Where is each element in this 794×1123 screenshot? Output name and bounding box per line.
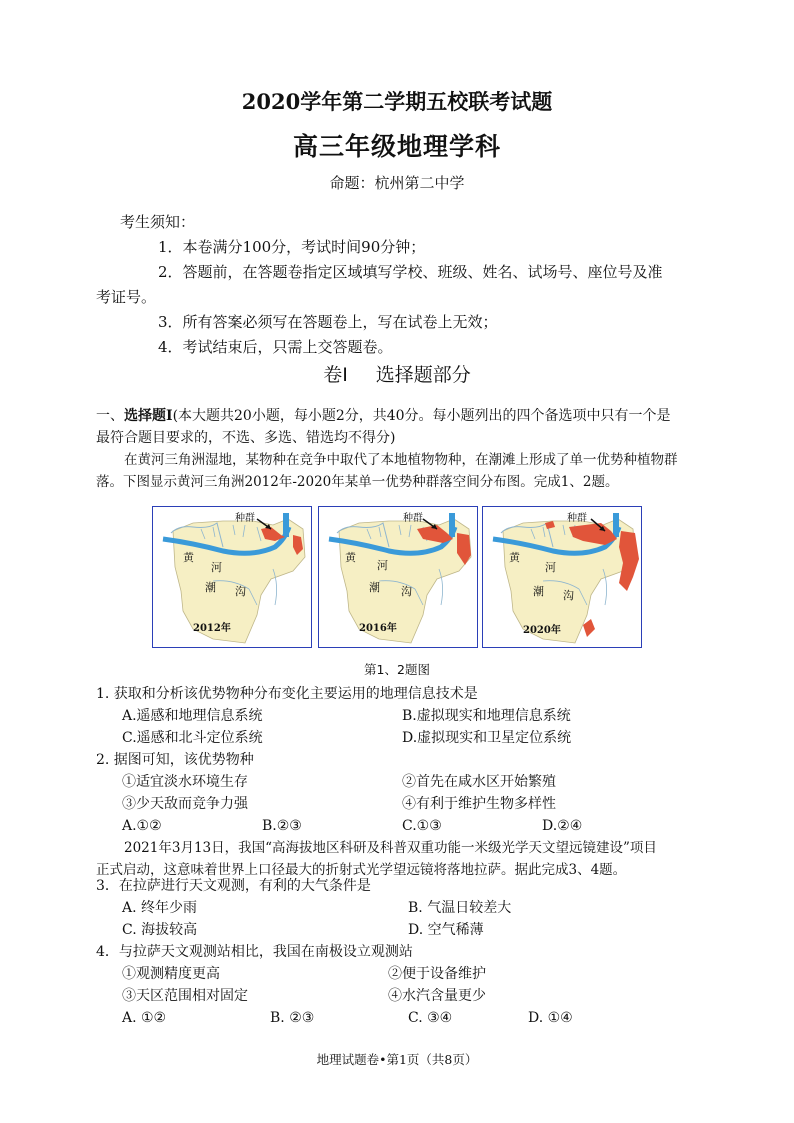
question-4-statement-3: ③天区范围相对固定 xyxy=(122,988,248,1004)
question-4-statements-row-1 xyxy=(96,963,706,985)
map-panel-2012 xyxy=(152,506,312,648)
intro-rest: (本大题共20小题，每小题2分，共40分。每小题列出的四个备选项中只有一个是 xyxy=(172,408,671,424)
page-footer: 地理试题卷•第1页（共8页） xyxy=(316,1052,478,1067)
question-4-statement-4: ④水汽含量更少 xyxy=(388,988,486,1004)
map-2012-label-gou: 沟 xyxy=(235,585,246,598)
map-2020-label-huang: 黄 xyxy=(509,551,520,564)
section-intro xyxy=(96,405,696,493)
map-2012-year: 2012年 xyxy=(193,623,231,634)
notes-item-1: 1．本卷满分100分，考试时间90分钟； xyxy=(158,238,426,256)
intro-bold: 选择题Ⅰ xyxy=(124,408,173,424)
question-4-option-b: B. ②③ xyxy=(270,1010,315,1026)
question-4-option-a: A. ①② xyxy=(122,1010,167,1026)
notes-heading: 考生须知： xyxy=(120,213,196,231)
map-2016-label-huang: 黄 xyxy=(345,551,356,564)
question-3-option-a: A. 终年少雨 xyxy=(122,900,198,916)
question-1-option-d: D.虚拟现实和卫星定位系统 xyxy=(402,730,572,746)
map-2016-label-population: 种群 xyxy=(403,513,423,524)
question-1-option-a: A.遥感和地理信息系统 xyxy=(122,708,263,724)
question-block-3-4 xyxy=(96,875,706,1029)
question-4-statements-row-2 xyxy=(96,985,706,1007)
map-2020-label-he: 河 xyxy=(545,561,556,574)
map-2012-label-population: 种群 xyxy=(235,513,255,524)
figure-caption: 第1、2题图 xyxy=(364,662,430,677)
notes-item-2-continued: 考证号。 xyxy=(96,288,157,306)
map-2020-label-gou: 沟 xyxy=(563,589,574,602)
question-2-stem: 2. 据图可知，该优势物种 xyxy=(96,752,254,768)
question-4-stem: 4．与拉萨天文观测站相比，我国在南极设立观测站 xyxy=(96,944,413,960)
question-2-statement-4: ④有利于维护生物多样性 xyxy=(402,796,556,812)
question-2-option-b: B.②③ xyxy=(262,818,302,834)
question-3-option-b: B. 气温日较差大 xyxy=(408,900,512,916)
question-2-option-a: A.①② xyxy=(122,818,162,834)
author-line: 命题：杭州第二中学 xyxy=(329,174,465,192)
material-1-line-1: 在黄河三角洲湿地，某物种在竞争中取代了本地植物物种，在潮滩上形成了单一优势种植物群 xyxy=(124,452,678,468)
intro-prefix: 一、 xyxy=(96,408,124,424)
question-2-statement-1: ①适宜淡水环境生存 xyxy=(122,774,248,790)
map-2020-label-population: 种群 xyxy=(567,513,587,524)
question-2-options xyxy=(96,815,706,837)
material-2-line-1: 2021年3月13日，我国“高海拔地区科研及科普双重功能一米级光学天文望远镜建设”项目 xyxy=(124,840,657,856)
map-2012-label-chao: 潮 xyxy=(205,581,216,594)
intro-line-2: 最符合题目要求的，不选、多选、错选均不得分) xyxy=(96,430,396,446)
exam-title: 2020学年第二学期五校联考试题 xyxy=(241,89,553,114)
map-panel-2016 xyxy=(318,506,478,648)
map-2020-year: 2020年 xyxy=(523,625,561,636)
map-2012-label-he: 河 xyxy=(211,561,222,574)
map-panel-2020 xyxy=(482,506,642,648)
map-2012-graphic xyxy=(153,507,310,646)
question-3-option-c: C. 海拔较高 xyxy=(122,922,198,938)
map-2012-label-huang: 黄 xyxy=(183,551,194,564)
question-1-option-b: B.虚拟现实和地理信息系统 xyxy=(402,708,571,724)
exam-notes xyxy=(96,210,696,360)
section-heading xyxy=(0,360,794,387)
question-3-option-d: D. 空气稀薄 xyxy=(408,922,484,938)
question-4-option-d: D. ①④ xyxy=(528,1010,573,1026)
map-2016-label-chao: 潮 xyxy=(369,581,380,594)
question-4-options xyxy=(96,1007,706,1029)
map-2016-graphic xyxy=(319,507,476,646)
material-1-line-2: 落。下图显示黄河三角洲2012年-2020年某单一优势种群落空间分布图。完成1、2题。 xyxy=(96,474,619,490)
map-2020-graphic xyxy=(483,507,642,646)
question-3-options-row-2 xyxy=(96,919,706,941)
map-2016-label-gou: 沟 xyxy=(401,585,412,598)
section-name: 选择题部分 xyxy=(375,364,471,386)
question-4-statement-1: ①观测精度更高 xyxy=(122,966,220,982)
question-1-stem: 1. 获取和分析该优势物种分布变化主要运用的地理信息技术是 xyxy=(96,686,478,702)
question-1-options-row-1 xyxy=(96,705,706,727)
section-part: 卷Ⅰ xyxy=(323,364,348,386)
question-2-statements-row-1 xyxy=(96,771,706,793)
question-4-statement-2: ②便于设备维护 xyxy=(388,966,486,982)
notes-item-4: 4．考试结束后，只需上交答题卷。 xyxy=(158,338,393,356)
material-2-line-2: 正式启动，这意味着世界上口径最大的折射式光学望远镜将落地拉萨。据此完成3、4题。 xyxy=(96,862,627,878)
map-2020-label-chao: 潮 xyxy=(533,585,544,598)
map-2016-year: 2016年 xyxy=(359,623,397,634)
question-2-statement-3: ③少天敌而竞争力强 xyxy=(122,796,248,812)
question-1-options-row-2 xyxy=(96,727,706,749)
question-4-option-c: C. ③④ xyxy=(408,1010,453,1026)
map-2016-label-he: 河 xyxy=(377,559,388,572)
question-2-statement-2: ②首先在咸水区开始繁殖 xyxy=(402,774,556,790)
question-2-option-d: D.②④ xyxy=(542,818,583,834)
intro-line-1 xyxy=(96,405,696,427)
question-2-option-c: C.①③ xyxy=(402,818,442,834)
figure-maps xyxy=(152,506,650,650)
question-1-option-c: C.遥感和北斗定位系统 xyxy=(122,730,263,746)
question-2-statements-row-2 xyxy=(96,793,706,815)
question-block-1-2 xyxy=(96,683,706,881)
notes-item-3: 3．所有答案必须写在答题卷上，写在试卷上无效； xyxy=(158,313,498,331)
subject-title: 高三年级地理学科 xyxy=(292,132,501,161)
notes-item-2: 2．答题前，在答题卷指定区域填写学校、班级、姓名、试场号、座位号及准 xyxy=(158,263,663,281)
question-3-options-row-1 xyxy=(96,897,706,919)
question-3-stem: 3．在拉萨进行天文观测，有利的大气条件是 xyxy=(96,878,371,894)
